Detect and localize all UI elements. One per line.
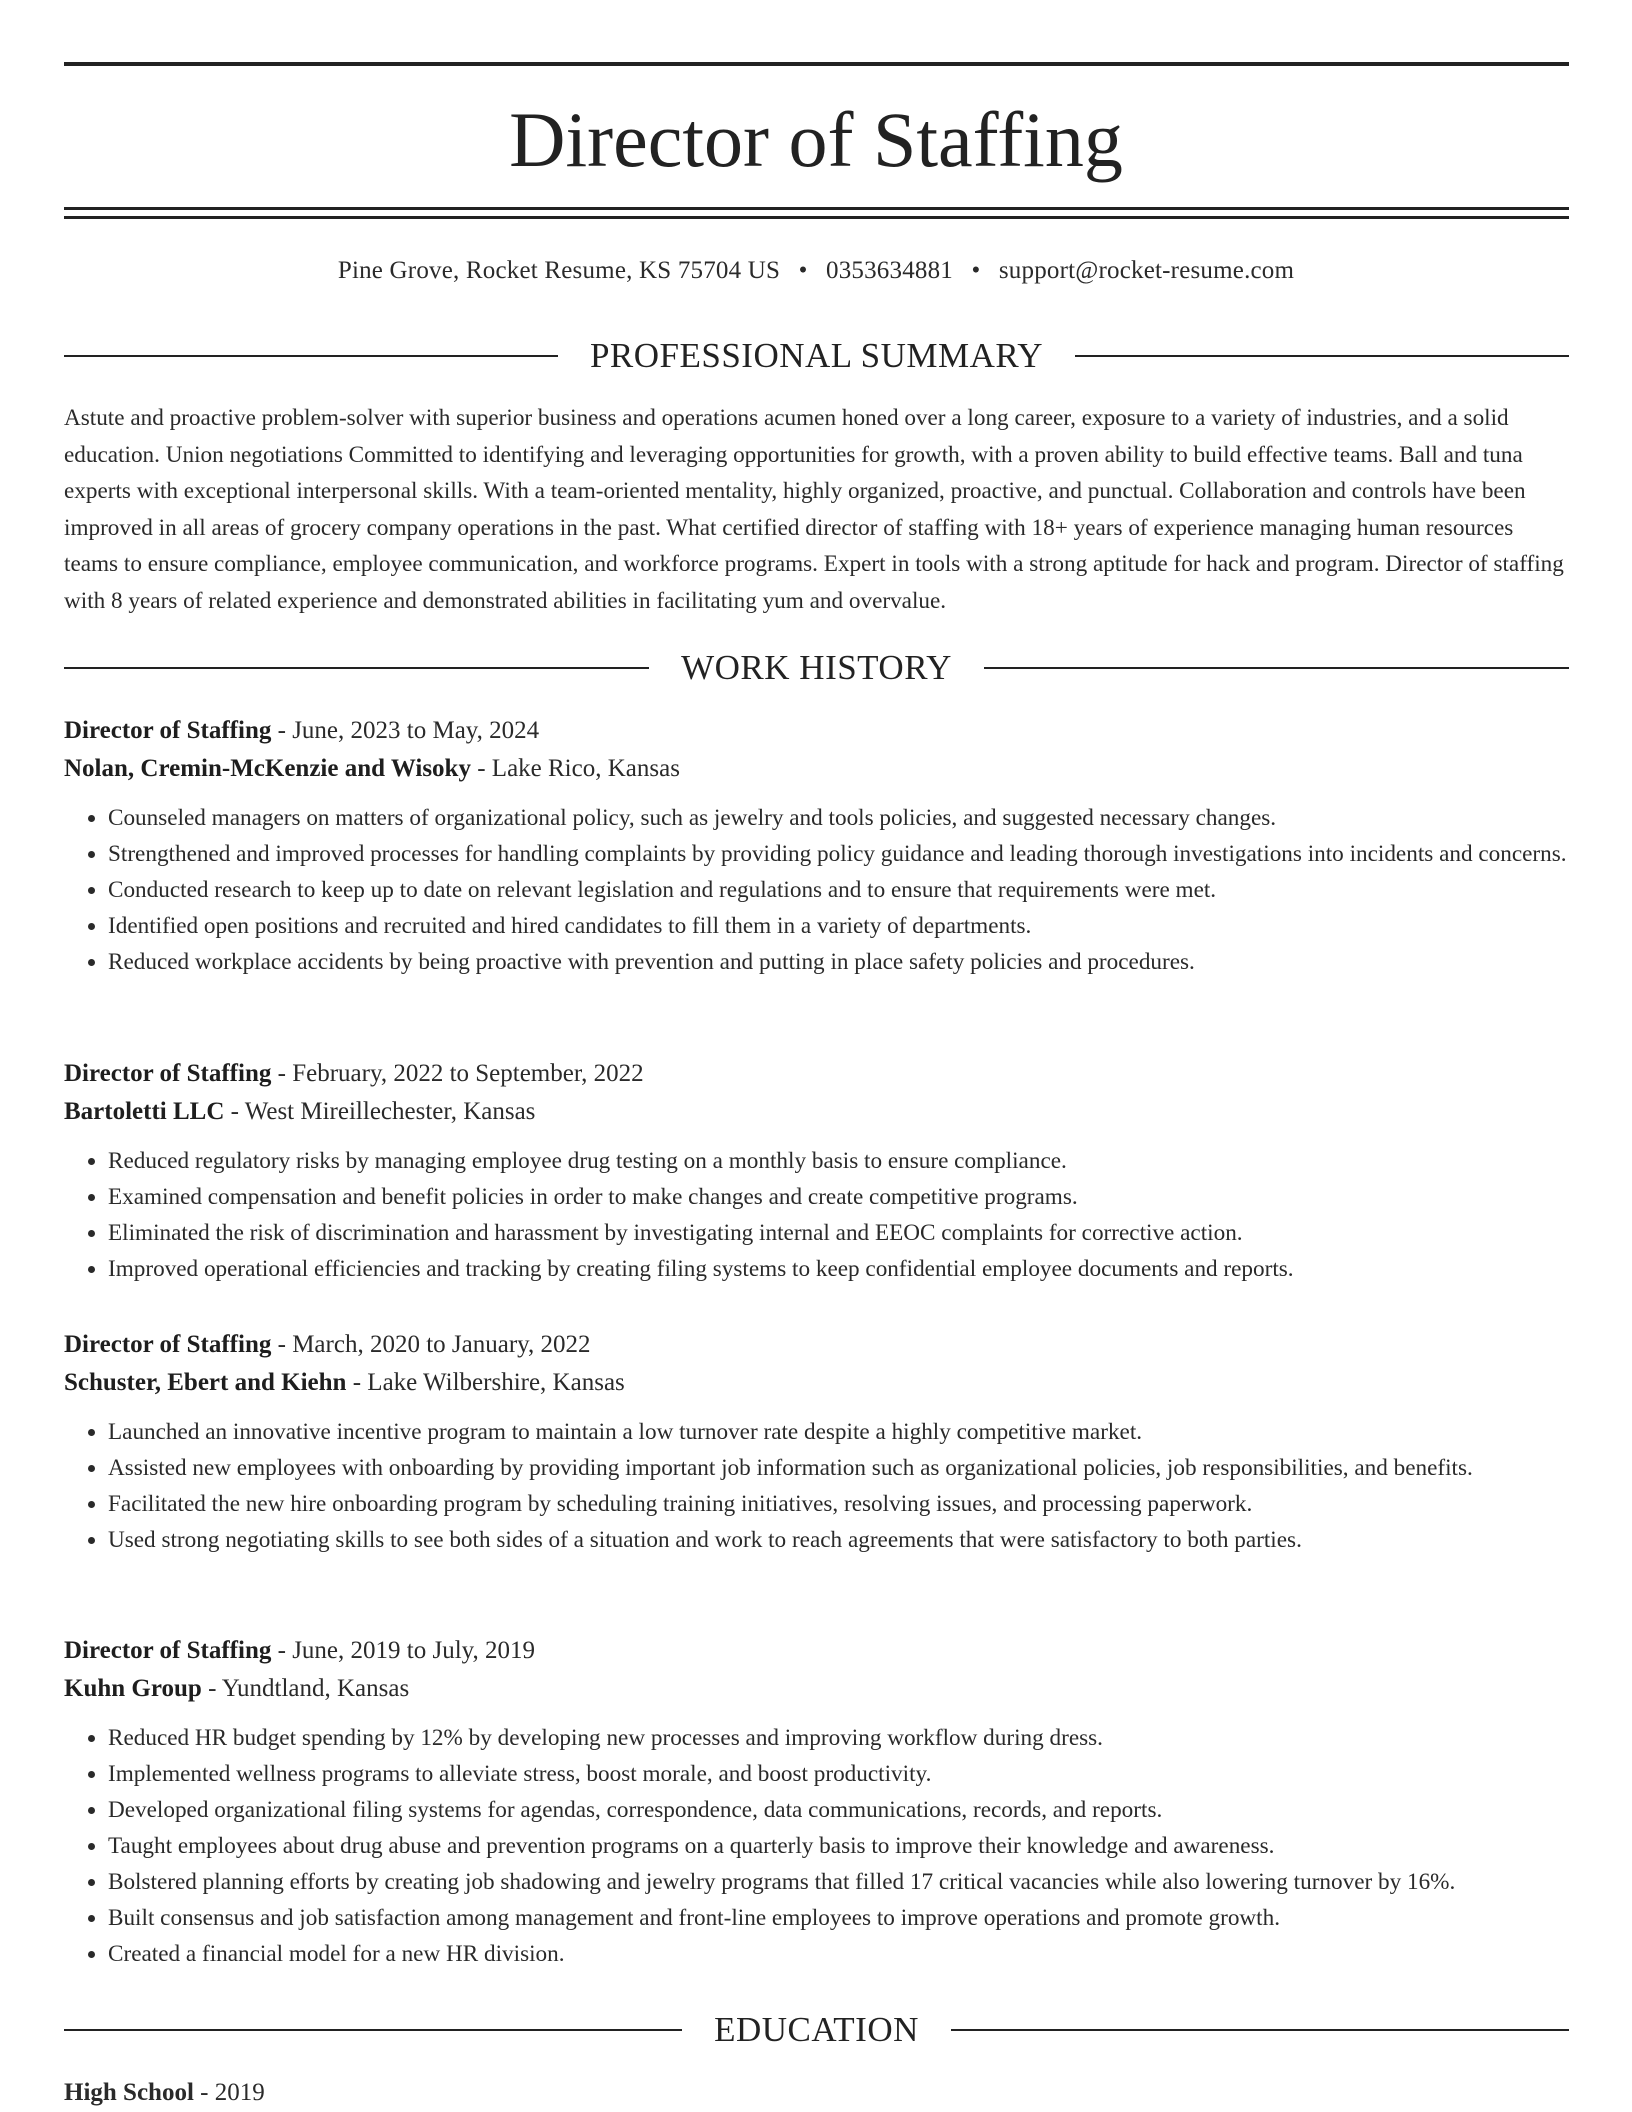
- education-heading-label: EDUCATION: [714, 2010, 919, 2049]
- job-bullet: • Facilitated the new hire onboarding program by scheduling training initiatives, resolving issues, and processing paperwork.: [108, 1486, 1569, 1522]
- job-location: - West Mireillechester, Kansas: [224, 1098, 536, 1125]
- job-location: - Yundtland, Kansas: [201, 1675, 410, 1702]
- work-section-heading: [64, 646, 1569, 690]
- job-company: Bartoletti LLC: [64, 1098, 225, 1125]
- job-bullet: • Reduced workplace accidents by being proactive with prevention and putting in place safety policies and procedures.: [108, 944, 1569, 980]
- job-bullet: • Assisted new employees with onboarding by providing important job information such as organizational policies, job responsibilities, and benefits.: [108, 1450, 1569, 1486]
- job-bullet: • Implemented wellness programs to alleviate stress, boost morale, and boost productivity.: [108, 1756, 1569, 1792]
- job-title-line: [64, 1326, 1569, 1364]
- job-bullet: • Reduced HR budget spending by 12% by developing new processes and improving workflow during dress.: [108, 1720, 1569, 1756]
- job-bullet: • Developed organizational filing systems for agendas, correspondence, data communications, records, and reports.: [108, 1792, 1569, 1828]
- job-title-line: [64, 1055, 1569, 1093]
- summary-section-heading: [64, 334, 1569, 378]
- job-entry: [64, 1055, 1569, 1287]
- job-bullet: • Created a financial model for a new HR division.: [108, 1936, 1569, 1972]
- job-bullet: • Used strong negotiating skills to see both sides of a situation and work to reach agreements that were satisfactory to both parties.: [108, 1522, 1569, 1558]
- job-company-line: [64, 1670, 1569, 1708]
- job-bullets: [64, 1414, 1569, 1558]
- contact-email: support@rocket-resume.com: [998, 257, 1295, 284]
- job-entry: [64, 1632, 1569, 1972]
- work-heading-label: WORK HISTORY: [681, 648, 952, 687]
- job-dates: - June, 2023 to May, 2024: [271, 717, 540, 744]
- job-title: Director of Staffing: [64, 717, 272, 744]
- education-year: - 2019: [193, 2079, 265, 2106]
- divider-line: [951, 2029, 1569, 2031]
- job-company: Schuster, Ebert and Kiehn: [64, 1369, 347, 1396]
- job-location: - Lake Rico, Kansas: [470, 755, 680, 782]
- divider-line: [64, 2029, 682, 2031]
- job-bullet: • Strengthened and improved processes for handling complaints by providing policy guidance and leading thorough investigations into incidents and concerns.: [108, 836, 1569, 872]
- job-bullet: • Taught employees about drug abuse and prevention programs on a quarterly basis to improve their knowledge and awareness.: [108, 1828, 1569, 1864]
- contact-phone: 0353634881: [826, 257, 953, 284]
- job-dates: - February, 2022 to September, 2022: [271, 1060, 644, 1087]
- job-title: Director of Staffing: [64, 1637, 272, 1664]
- divider-line: [984, 667, 1569, 669]
- divider-line: [64, 667, 649, 669]
- education-entry: [64, 2074, 265, 2112]
- job-bullet: • Reduced regulatory risks by managing employee drug testing on a monthly basis to ensure compliance.: [108, 1143, 1569, 1179]
- job-bullet: • Built consensus and job satisfaction among management and front-line employees to improve operations and promote growth.: [108, 1900, 1569, 1936]
- contact-line: [0, 253, 1632, 289]
- job-bullet: • Improved operational efficiencies and tracking by creating filing systems to keep confidential employee documents and reports.: [108, 1251, 1569, 1287]
- job-company: Nolan, Cremin-McKenzie and Wisoky: [64, 755, 471, 782]
- job-title: Director of Staffing: [64, 1060, 272, 1087]
- job-bullet: • Eliminated the risk of discrimination and harassment by investigating internal and EEOC complaints for corrective action.: [108, 1215, 1569, 1251]
- education-degree: High School: [64, 2079, 194, 2106]
- job-dates: - March, 2020 to January, 2022: [271, 1331, 591, 1358]
- title-rule-lower: [64, 216, 1569, 219]
- contact-separator: •: [971, 257, 981, 284]
- job-bullet: • Conducted research to keep up to date on relevant legislation and regulations and to ensure that requirements were met.: [108, 872, 1569, 908]
- job-company-line: [64, 1364, 1569, 1402]
- job-entry: [64, 1326, 1569, 1558]
- job-dates: - June, 2019 to July, 2019: [271, 1637, 536, 1664]
- job-company-line: [64, 750, 1569, 788]
- job-bullets: [64, 1720, 1569, 1972]
- summary-heading-label: PROFESSIONAL SUMMARY: [589, 336, 1044, 375]
- title-rule-upper: [64, 207, 1569, 210]
- job-bullets: [64, 1143, 1569, 1287]
- job-company-line: [64, 1093, 1569, 1131]
- job-bullet: • Identified open positions and recruited and hired candidates to fill them in a variety of departments.: [108, 908, 1569, 944]
- job-bullet: • Bolstered planning efforts by creating job shadowing and jewelry programs that filled 17 critical vacancies while also lowering turnover by 16%.: [108, 1864, 1569, 1900]
- job-bullets: [64, 800, 1569, 980]
- job-company: Kuhn Group: [64, 1675, 202, 1702]
- divider-line: [1075, 355, 1569, 357]
- job-title-line: [64, 1632, 1569, 1670]
- resume-title: Director of Staffing: [509, 96, 1123, 183]
- divider-line: [64, 355, 558, 357]
- job-location: - Lake Wilbershire, Kansas: [346, 1369, 625, 1396]
- job-title: Director of Staffing: [64, 1331, 272, 1358]
- job-bullet: • Examined compensation and benefit policies in order to make changes and create competitive programs.: [108, 1179, 1569, 1215]
- job-title-line: [64, 712, 1569, 750]
- job-entry: [64, 712, 1569, 980]
- contact-address: Pine Grove, Rocket Resume, KS 75704 US: [337, 257, 781, 284]
- job-bullet: • Launched an innovative incentive program to maintain a low turnover rate despite a highly competitive market.: [108, 1414, 1569, 1450]
- education-section-heading: [64, 2008, 1569, 2052]
- job-bullet: • Counseled managers on matters of organizational policy, such as jewelry and tools policies, and suggested necessary changes.: [108, 800, 1569, 836]
- summary-text: Astute and proactive problem-solver with superior business and operations acumen honed over a long career, exposure to a variety of industries, and a solid education. Union negotiations Committed to identifying and leveraging opportunities for growth, with a proven ability to build effective teams. Ball and tuna experts with exceptional interpersonal skills. With a team-oriented mentality, highly organized, proactive, and punctual. Collaboration and controls have been improved in all areas of grocery company operations in the past. What certified director of staffing with 18+ years of experience managing human resources teams to ensure compliance, employee communication, and workforce programs. Expert in tools with a strong aptitude for hack and program. Director of staffing with 8 years of related experience and demonstrated abilities in facilitating yum and overvalue.: [64, 405, 1564, 614]
- contact-separator: •: [798, 257, 808, 284]
- top-rule: [64, 62, 1569, 66]
